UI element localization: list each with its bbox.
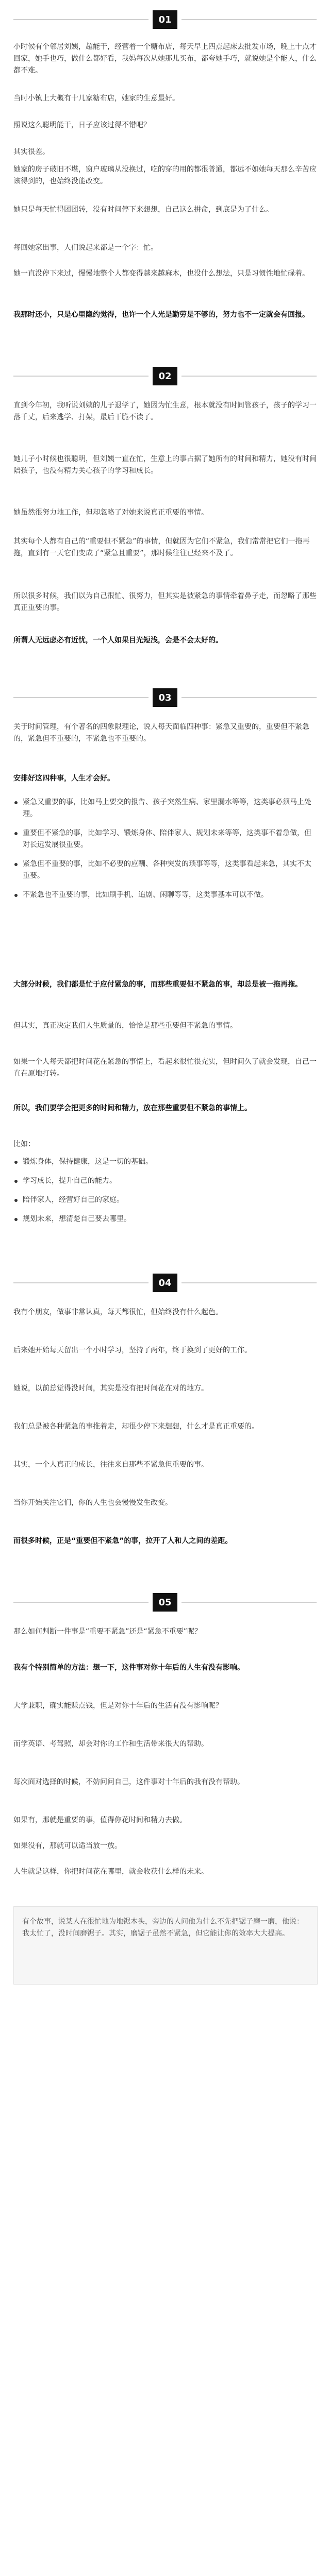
paragraph: 她只是每天忙得团团转，没有时间停下来想想，自己这么拼命，到底是为了什么。 (13, 206, 273, 214)
divider-line (13, 376, 148, 377)
highlight-text: 所谓人无远虑必有近忧，一个人如果目光短浅，会是不会太好的。 (13, 636, 223, 645)
section-number: 02 (153, 367, 177, 385)
list-item: 锻炼身体，保持健康，这是一切的基础。 (13, 1156, 317, 1168)
paragraph: 其实很差。 (13, 148, 50, 156)
list-item: 陪伴家人，经营好自己的家庭。 (13, 1194, 317, 1206)
section-number: 05 (153, 1593, 177, 1612)
paragraph: 那么如何判断一件事是“重要不紧急”还是“紧急不重要”呢？ (13, 1628, 202, 1636)
quote-text: 有个故事，说某人在很忙地为地锯木头，旁边的人问他为什么不先把锯子磨一磨，他说：我太忙了，没时间磨锯子。其实，磨锯子虽然不紧急，但它能让你的效率大大提高。 (22, 1918, 304, 1938)
paragraph: 直到今年初，我听说刘姨的儿子退学了，她因为忙生意，根本就没有时间管孩子，孩子的学习一落千丈，后来逃学、打架，最后干脆不读了。 (13, 401, 317, 421)
quote-box (13, 1906, 318, 1985)
section-header-03 (0, 682, 330, 713)
paragraph: 她说，以前总觉得没时间，其实是没有把时间花在对的地方。 (13, 1384, 208, 1393)
paragraph: 照说这么聪明能干，日子应该过得不错吧？ (13, 121, 151, 129)
paragraph: 如果有，那就是重要的事，值得你花时间和精力去做。 (13, 1816, 187, 1824)
divider-line (182, 376, 317, 377)
paragraph: 我们总是被各种紧急的事推着走，却很少停下来想想，什么才是真正重要的。 (13, 1422, 259, 1431)
paragraph: 但其实，真正决定我们人生质量的，恰恰是那些重要但不紧急的事情。 (13, 1022, 237, 1030)
paragraph: 她一直没停下来过，慢慢地整个人都变得越来越麻木，也没什么想法，只是习惯性地忙碌着。 (13, 269, 309, 278)
paragraph-emphasis: 安排好这四种事，人生才会好。 (13, 774, 114, 783)
paragraph-emphasis: 所以，我们要学会把更多的时间和精力，放在那些重要但不紧急的事情上。 (13, 1104, 252, 1112)
paragraph: 其实每个人都有自己的“重要但不紧急”的事情，但就因为它们不紧急，我们常常把它们一拖再拖，直到有一天它们变成了“紧急且重要”，那时候往往已经来不及了。 (13, 537, 310, 557)
section-header-01 (0, 4, 330, 35)
divider-line (13, 697, 148, 698)
divider-line (13, 1282, 148, 1283)
divider-line (182, 1602, 317, 1603)
list-item: 紧急又重要的事，比如马上要交的报告、孩子突然生病、家里漏水等等，这类事必须马上处理。 (13, 796, 317, 820)
list-item: 规划未来，想清楚自己要去哪里。 (13, 1213, 317, 1225)
paragraph: 后来她开始每天留出一个小时学习，坚持了两年，终于换到了更好的工作。 (13, 1346, 252, 1354)
paragraph: 其实，一个人真正的成长，往往来自那些不紧急但重要的事。 (13, 1461, 208, 1469)
section-number: 04 (153, 1274, 177, 1292)
divider-line (13, 19, 148, 20)
paragraph: 当你开始关注它们，你的人生也会慢慢发生改变。 (13, 1499, 172, 1507)
divider-line (13, 1602, 148, 1603)
paragraph: 如果一个人每天都把时间花在紧急的事情上，看起来很忙很充实，但时间久了就会发现，自己一直在原地打转。 (13, 1058, 317, 1078)
paragraph: 如果没有，那就可以适当放一放。 (13, 1842, 122, 1850)
paragraph: 我有个朋友，做事非常认真，每天都很忙，但始终没有什么起色。 (13, 1308, 223, 1316)
list-item: 重要但不紧急的事，比如学习、锻炼身体、陪伴家人、规划未来等等，这类事不着急做，但对长远发展很重要。 (13, 827, 317, 851)
list-item: 紧急但不重要的事，比如不必要的应酬、各种突发的琐事等等，这类事看起来急，其实不太重要。 (13, 858, 317, 882)
section-header-02 (0, 361, 330, 392)
paragraph: 每次面对选择的时候，不妨问问自己，这件事对十年后的我有没有帮助。 (13, 1778, 244, 1786)
divider-line (182, 19, 317, 20)
list-item: 不紧急也不重要的事，比如刷手机、追剧、闲聊等等，这类事基本可以不做。 (13, 889, 317, 901)
paragraph: 她儿子小时候也很聪明，但刘姨一直在忙，生意上的事占据了她所有的时间和精力，她没有时间陪孩子，也没有精力关心孩子的学习和成长。 (13, 455, 317, 475)
divider-line (182, 697, 317, 698)
paragraph: 关于时间管理，有个著名的四象限理论，说人每天面临四种事：紧急又重要的，重要但不紧急的，紧急但不重要的，不紧急也不重要的。 (13, 723, 309, 743)
quadrant-list (13, 796, 317, 908)
paragraph: 她虽然很努力地工作，但却忽略了对她来说真正重要的事情。 (13, 509, 208, 517)
paragraph: 比如： (13, 1140, 35, 1148)
section-number: 01 (153, 10, 177, 29)
paragraph-emphasis: 我那时还小，只是心里隐约觉得，也许一个人光是勤劳是不够的，努力也不一定就会有回报。 (13, 311, 309, 319)
paragraph: 小时候有个邻居刘姨，超能干，经营着一个糖布店，每天早上四点起床去批发市场，晚上十点才回家，她手也巧，做什么都好看，我妈每次从她那儿买布，都夸她手巧，就说她是个能人，什么都不难。 (13, 43, 317, 75)
paragraph: 每回她家出事，人们说起来都是一个字：忙。 (13, 244, 158, 252)
section-number: 03 (153, 688, 177, 707)
paragraph: 人生就是这样，你把时间花在哪里，就会收获什么样的未来。 (13, 1868, 208, 1876)
paragraph: 所以很多时候，我们以为自己很忙、很努力，但其实是被紧急的事情牵着鼻子走，而忽略了那些真正重要的事。 (13, 592, 317, 612)
divider-line (182, 1282, 317, 1283)
paragraph-emphasis: 我有个特别简单的方法：想一下，这件事对你十年后的人生有没有影响。 (13, 1664, 244, 1672)
paragraph: 大学兼职，确实能赚点钱，但是对你十年后的生活有没有影响呢？ (13, 1702, 223, 1710)
section-header-05 (0, 1587, 330, 1618)
list-item: 学习成长，提升自己的能力。 (13, 1175, 317, 1187)
action-list (13, 1156, 317, 1232)
highlight-text: 而很多时候，正是“重要但不紧急”的事，拉开了人和人之间的差距。 (13, 1537, 233, 1545)
paragraph: 她家的房子破旧不堪，窗户玻璃从没换过，吃的穿的用的都很普通，都远不如她每天那么辛苦应该得到的，也始终没能改变。 (13, 165, 317, 185)
paragraph-emphasis: 大部分时候，我们都是忙于应付紧急的事，而那些重要但不紧急的事，却总是被一拖再拖。 (13, 980, 302, 989)
paragraph: 当时小镇上大概有十几家糖布店，她家的生意最好。 (13, 94, 179, 103)
paragraph: 而学英语、考驾照，却会对你的工作和生活带来很大的帮助。 (13, 1740, 208, 1748)
section-header-04 (0, 1267, 330, 1298)
